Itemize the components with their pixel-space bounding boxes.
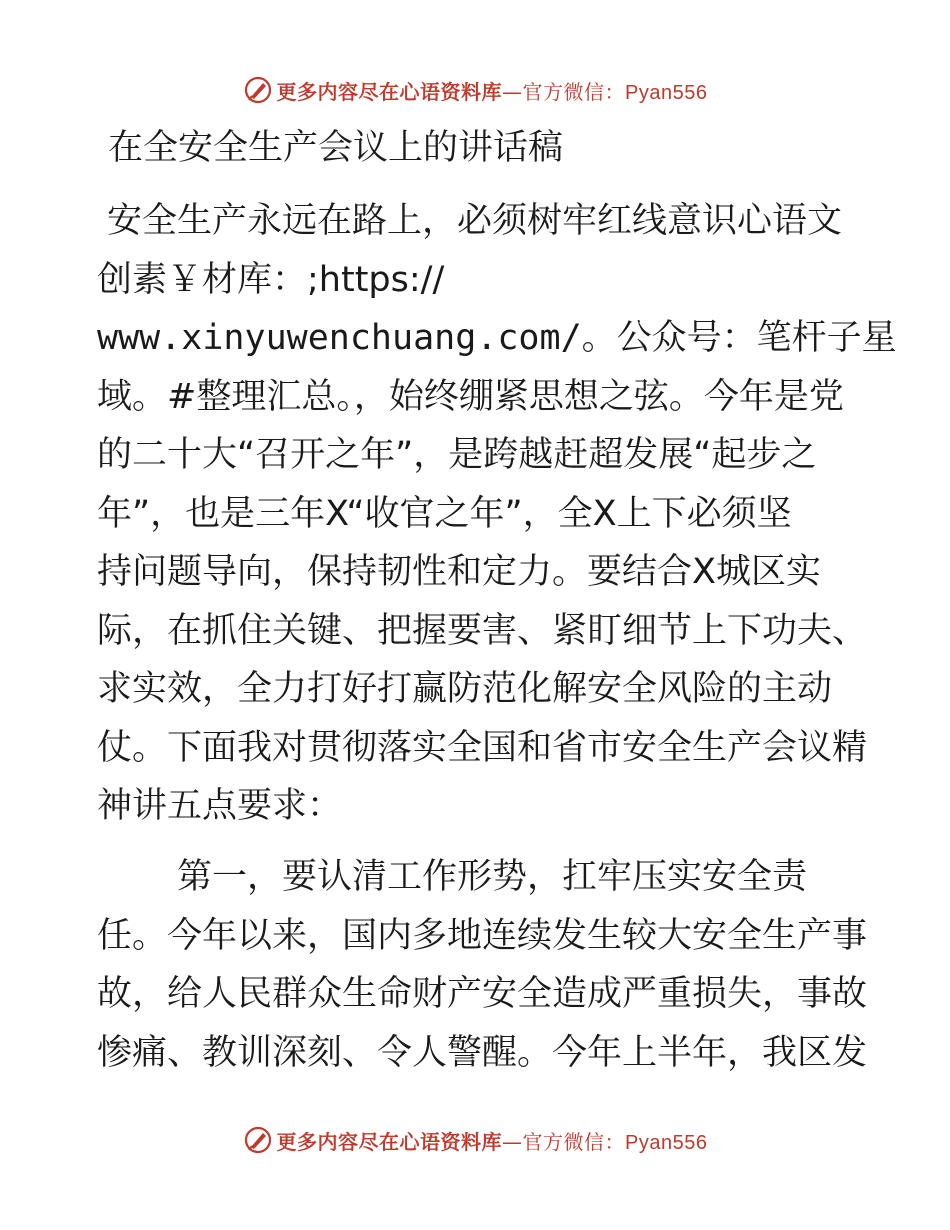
watermark-sub: 官方微信：: [522, 79, 626, 104]
text-line: 第一，要认清工作形势，扛牢压实安全责: [177, 857, 808, 897]
watermark-text: [277, 76, 708, 105]
quill-pen-logo-icon: [243, 1125, 273, 1155]
watermark-id: Pyan556: [625, 81, 708, 104]
watermark-dash: —: [502, 1129, 523, 1154]
text-line: 的二十大“召开之年”，是跨越赶超发展“起步之: [97, 435, 817, 475]
text-line: 年”，也是三年X“收官之年”，全X上下必须坚: [97, 493, 792, 534]
document-title: 在全安全生产会议上的讲话稿: [108, 128, 564, 168]
watermark-banner-top: [0, 70, 950, 110]
text-line: 任。今年以来，国内多地连续发生较大安全生产事: [97, 915, 868, 956]
text-line: www.xinyuwenchuang.com/。公众号：笔杆子星: [97, 318, 897, 358]
watermark-dash: —: [502, 79, 523, 104]
text-line: 惨痛、教训深刻、令人警醒。今年上半年，我区发: [97, 1032, 868, 1073]
watermark-main: 更多内容尽在心语资料库: [276, 1129, 503, 1154]
paragraph-2: [97, 848, 867, 1082]
paragraph-1: [97, 192, 897, 836]
text-line: 故，给人民群众生命财产安全造成严重损失，事故: [97, 974, 868, 1014]
watermark-text: [277, 1126, 708, 1155]
quill-pen-logo-icon: [243, 75, 273, 105]
watermark-sub: 官方微信：: [522, 1129, 626, 1154]
text-line: 域。#整理汇总。，始终绷紧思想之弦。今年是党: [97, 376, 844, 417]
text-line: 仗。下面我对贯彻落实全国和省市安全生产会议精: [97, 727, 868, 768]
watermark-id: Pyan556: [625, 1131, 708, 1154]
text-line: 求实效，全力打好打赢防范化解安全风险的主动: [97, 669, 833, 709]
watermark-banner-bottom: [0, 1120, 950, 1160]
watermark-main: 更多内容尽在心语资料库: [276, 79, 503, 104]
text-line: 际，在抓住关键、把握要害、紧盯细节上下功夫、: [97, 610, 868, 651]
text-line: 神讲五点要求：: [97, 786, 343, 826]
text-line: 创素￥材库：;https://: [97, 259, 445, 300]
text-line: 安全生产永远在路上，必须树牢红线意识心语文: [107, 201, 843, 241]
text-line: 持问题导向，保持韧性和定力。要结合X城区实: [97, 552, 821, 592]
